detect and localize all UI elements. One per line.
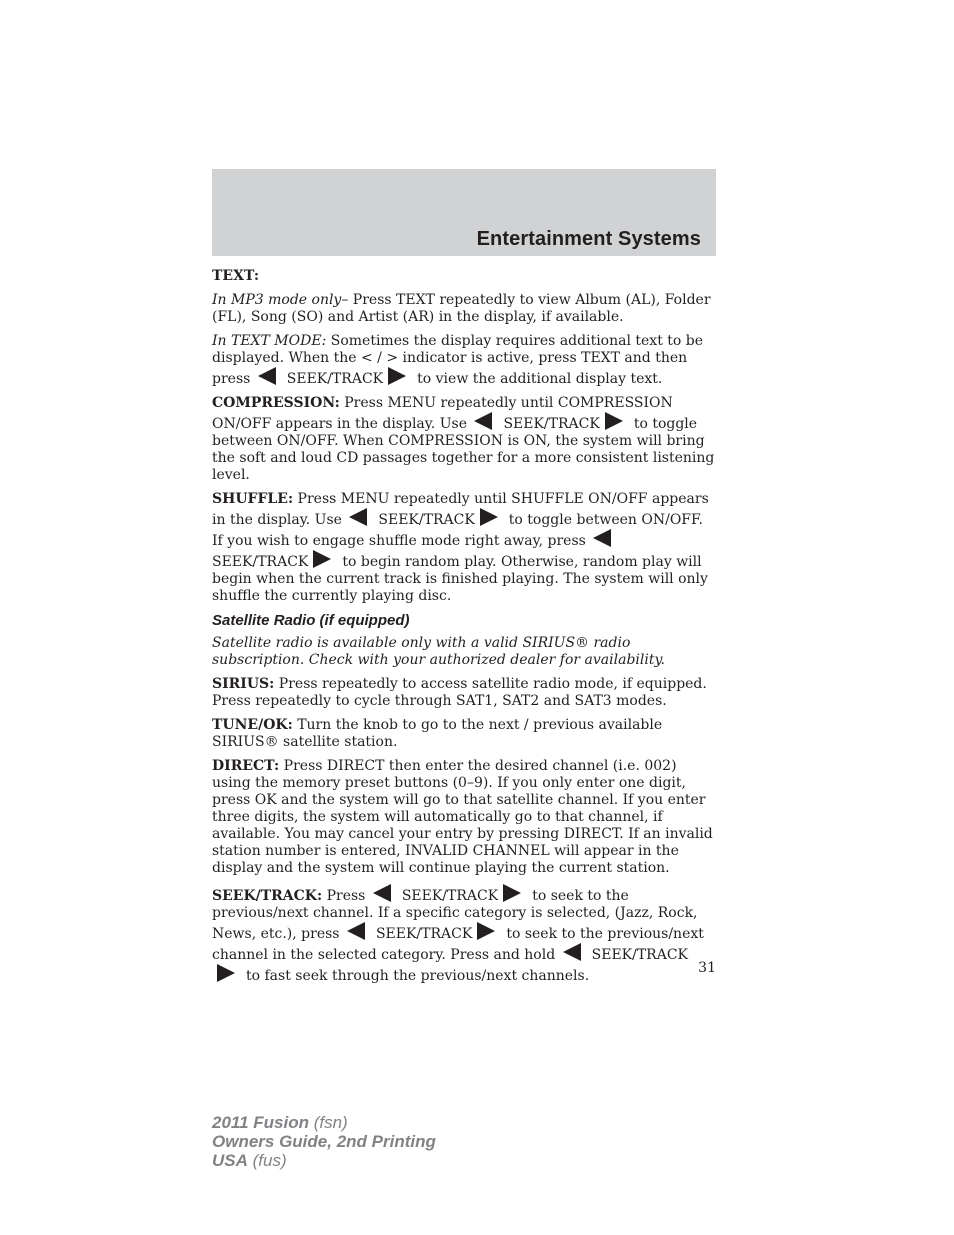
seek-left-arrow-icon: [347, 922, 365, 940]
seek-track-label: SEEK/TRACK: [286, 371, 384, 387]
footer-line-region: USA (fus): [212, 1151, 287, 1170]
seek-left-arrow-icon: [258, 367, 276, 385]
seek-track-label: SEEK/TRACK: [378, 512, 475, 528]
satellite-note: Satellite radio is available only with a valid SIRIUS® radio subscription. Check with your authorized dealer for availability.: [212, 635, 665, 668]
shuffle-paragraph: SHUFFLE: Press MENU repeatedly until SHUFFLE ON/OFF appears in the display. Use SEEK/TRACK to toggle between ON/OFF. If you wish to engage shuffle mode right away, press SEEK/TRACK to begin random play. Otherwise, random play will begin when the current track is finished playing. The system will only shuffle the currently playing disc.: [212, 491, 709, 604]
footer-publication-info: [212, 1113, 436, 1170]
tune-paragraph: TUNE/OK: Turn the knob to go to the next / previous available SIRIUS® satellite station.: [212, 717, 663, 750]
footer-line-model: 2011 Fusion (fsn): [212, 1113, 348, 1132]
page-content: [212, 268, 718, 992]
seek-right-arrow-icon: [217, 964, 235, 982]
seek-track-paragraph: SEEK/TRACK: Press SEEK/TRACK to seek to the previous/next channel. If a specific category is selected, (Jazz, Rock, News, etc.), press SEEK/TRACK to seek to the previous/next channel in the selected category. Press and hold SEEK/TRACKto fast seek through the previous/next channels.: [212, 884, 718, 985]
seek-track-label: SEEK/TRACK: [503, 416, 600, 432]
seek-track-label: SEEK/TRACK: [212, 554, 309, 570]
text-mode-paragraph: In TEXT MODE: Sometimes the display requires additional text to be displayed. When the < / > indicator is active, press TEXT and then press SEEK/TRACK to view the additional display text.: [212, 333, 704, 387]
seek-left-arrow-icon: [373, 884, 391, 902]
seek-track-label: SEEK/TRACK: [375, 926, 473, 942]
section-title: Entertainment Systems: [476, 228, 701, 250]
direct-paragraph: DIRECT: Press DIRECT then enter the desired channel (i.e. 002) using the memory preset buttons (0–9). If you only enter one digit, press OK and the system will go to that satellite channel. If you enter three digits, the system will automatically go to that channel, if available. You may cancel your entry by pressing DIRECT. If an invalid station number is entered, INVALID CHANNEL will appear in the display and the system will continue playing the current station.: [212, 758, 713, 876]
seek-track-label: SEEK/TRACK: [401, 888, 499, 904]
seek-left-arrow-icon: [349, 508, 367, 526]
satellite-radio-heading: Satellite Radio (if equipped): [212, 612, 410, 629]
footer-line-guide: Owners Guide, 2nd Printing: [212, 1132, 436, 1151]
seek-track-label: SEEK/TRACK: [591, 947, 689, 963]
text-heading: TEXT:: [212, 268, 260, 284]
seek-right-arrow-icon: [477, 922, 495, 940]
seek-right-arrow-icon: [480, 508, 498, 526]
seek-right-arrow-icon: [605, 412, 623, 430]
seek-left-arrow-icon: [563, 943, 581, 961]
sirius-paragraph: SIRIUS: Press repeatedly to access satellite radio mode, if equipped. Press repeatedly to cycle through SAT1, SAT2 and SAT3 modes.: [212, 676, 707, 709]
seek-left-arrow-icon: [593, 529, 611, 547]
seek-right-arrow-icon: [313, 550, 331, 568]
seek-left-arrow-icon: [474, 412, 492, 430]
compression-paragraph: COMPRESSION: Press MENU repeatedly until COMPRESSION ON/OFF appears in the display. Use SEEK/TRACK to toggle between ON/OFF. When COMPRESSION is ON, the system will bring the soft and loud CD passages together for a more consistent listening level.: [212, 395, 715, 483]
section-header-band: [212, 169, 716, 256]
text-mp3-paragraph: In MP3 mode only– Press TEXT repeatedly to view Album (AL), Folder (FL), Song (SO) and Artist (AR) in the display, if available.: [212, 292, 711, 325]
seek-right-arrow-icon: [388, 367, 406, 385]
page-number: 31: [698, 960, 716, 976]
seek-right-arrow-icon: [503, 884, 521, 902]
